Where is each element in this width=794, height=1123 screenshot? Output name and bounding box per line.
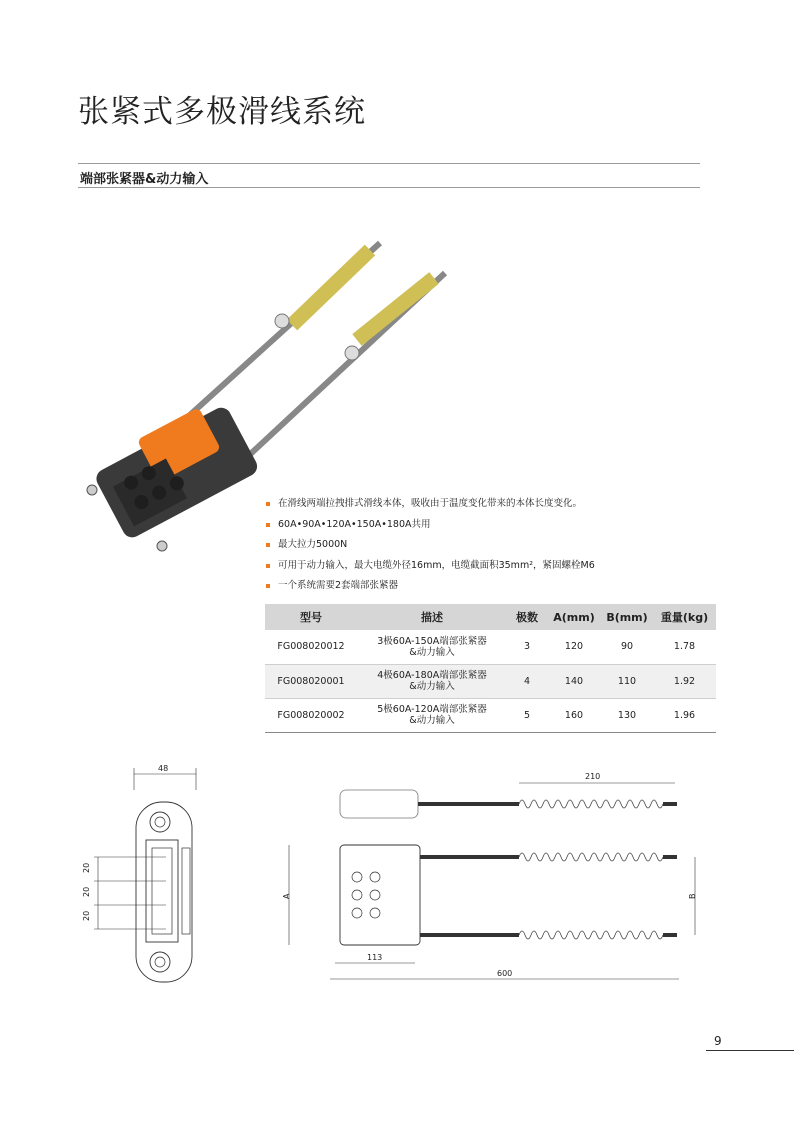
cell-weight: 1.78 (653, 630, 716, 664)
feature-list (266, 494, 595, 597)
cell-model: FG008020002 (265, 698, 357, 732)
bullet-icon (266, 564, 270, 568)
header-a: A(mm) (547, 604, 601, 630)
cell-a: 120 (547, 630, 601, 664)
section-title: 端部张紧器&动力输入 (80, 172, 209, 187)
bullet-icon (266, 584, 270, 588)
dim-pitch-2: 20 (82, 886, 91, 897)
cell-poles: 3 (507, 630, 547, 664)
cell-a: 140 (547, 664, 601, 698)
page-number: 9 (714, 1034, 722, 1048)
dim-spring: 210 (585, 772, 601, 781)
cell-weight: 1.96 (653, 698, 716, 732)
table-row (265, 698, 716, 732)
header-description: 描述 (357, 604, 507, 630)
bullet-icon (266, 543, 270, 547)
section-rule-top (78, 163, 700, 164)
cell-description: 4极60A-180A端部张紧器 &动力输入 (357, 664, 507, 698)
feature-item: 最大拉力5000N (266, 535, 595, 556)
cell-b: 90 (601, 630, 653, 664)
cell-weight: 1.92 (653, 664, 716, 698)
dim-a: A (282, 893, 291, 899)
feature-item: 一个系统需要2套端部张紧器 (266, 576, 595, 597)
feature-item: 60A•90A•120A•150A•180A共用 (266, 515, 595, 536)
bullet-icon (266, 502, 270, 506)
dim-width: 48 (158, 764, 169, 773)
table-row (265, 664, 716, 698)
header-weight: 重量(kg) (653, 604, 716, 630)
dim-pitch-3: 20 (82, 910, 91, 921)
header-poles: 极数 (507, 604, 547, 630)
cell-model: FG008020012 (265, 630, 357, 664)
dim-body: 113 (367, 953, 383, 962)
spring-upper (292, 250, 434, 340)
page-number-rule (706, 1050, 794, 1051)
spec-table (265, 604, 716, 733)
cell-description: 5极60A-120A端部张紧器 &动力输入 (357, 698, 507, 732)
page-title: 张紧式多极滑线系统 (78, 94, 366, 130)
feature-item: 在滑线两端拉拽排式滑线本体，吸收由于温度变化带来的本体长度变化。 (266, 494, 595, 515)
section-rule-bottom (78, 187, 700, 188)
cell-poles: 4 (507, 664, 547, 698)
bullet-icon (266, 523, 270, 527)
table-row (265, 630, 716, 664)
cell-a: 160 (547, 698, 601, 732)
cell-description: 3极60A-150A端部张紧器 &动力输入 (357, 630, 507, 664)
cell-poles: 5 (507, 698, 547, 732)
drawing-top-view (275, 765, 715, 990)
feature-item: 可用于动力输入，最大电缆外径16mm，电缆截面积35mm²，紧固螺栓M6 (266, 556, 595, 577)
cell-model: FG008020001 (265, 664, 357, 698)
cell-b: 130 (601, 698, 653, 732)
dim-pitch-1: 20 (82, 862, 91, 873)
tensioner-body (88, 395, 260, 540)
dim-total: 600 (497, 969, 513, 978)
header-model: 型号 (265, 604, 357, 630)
drawing-side-view (70, 760, 220, 1000)
dim-b: B (688, 893, 697, 899)
cell-b: 110 (601, 664, 653, 698)
header-b: B(mm) (601, 604, 653, 630)
table-header-row (265, 604, 716, 630)
